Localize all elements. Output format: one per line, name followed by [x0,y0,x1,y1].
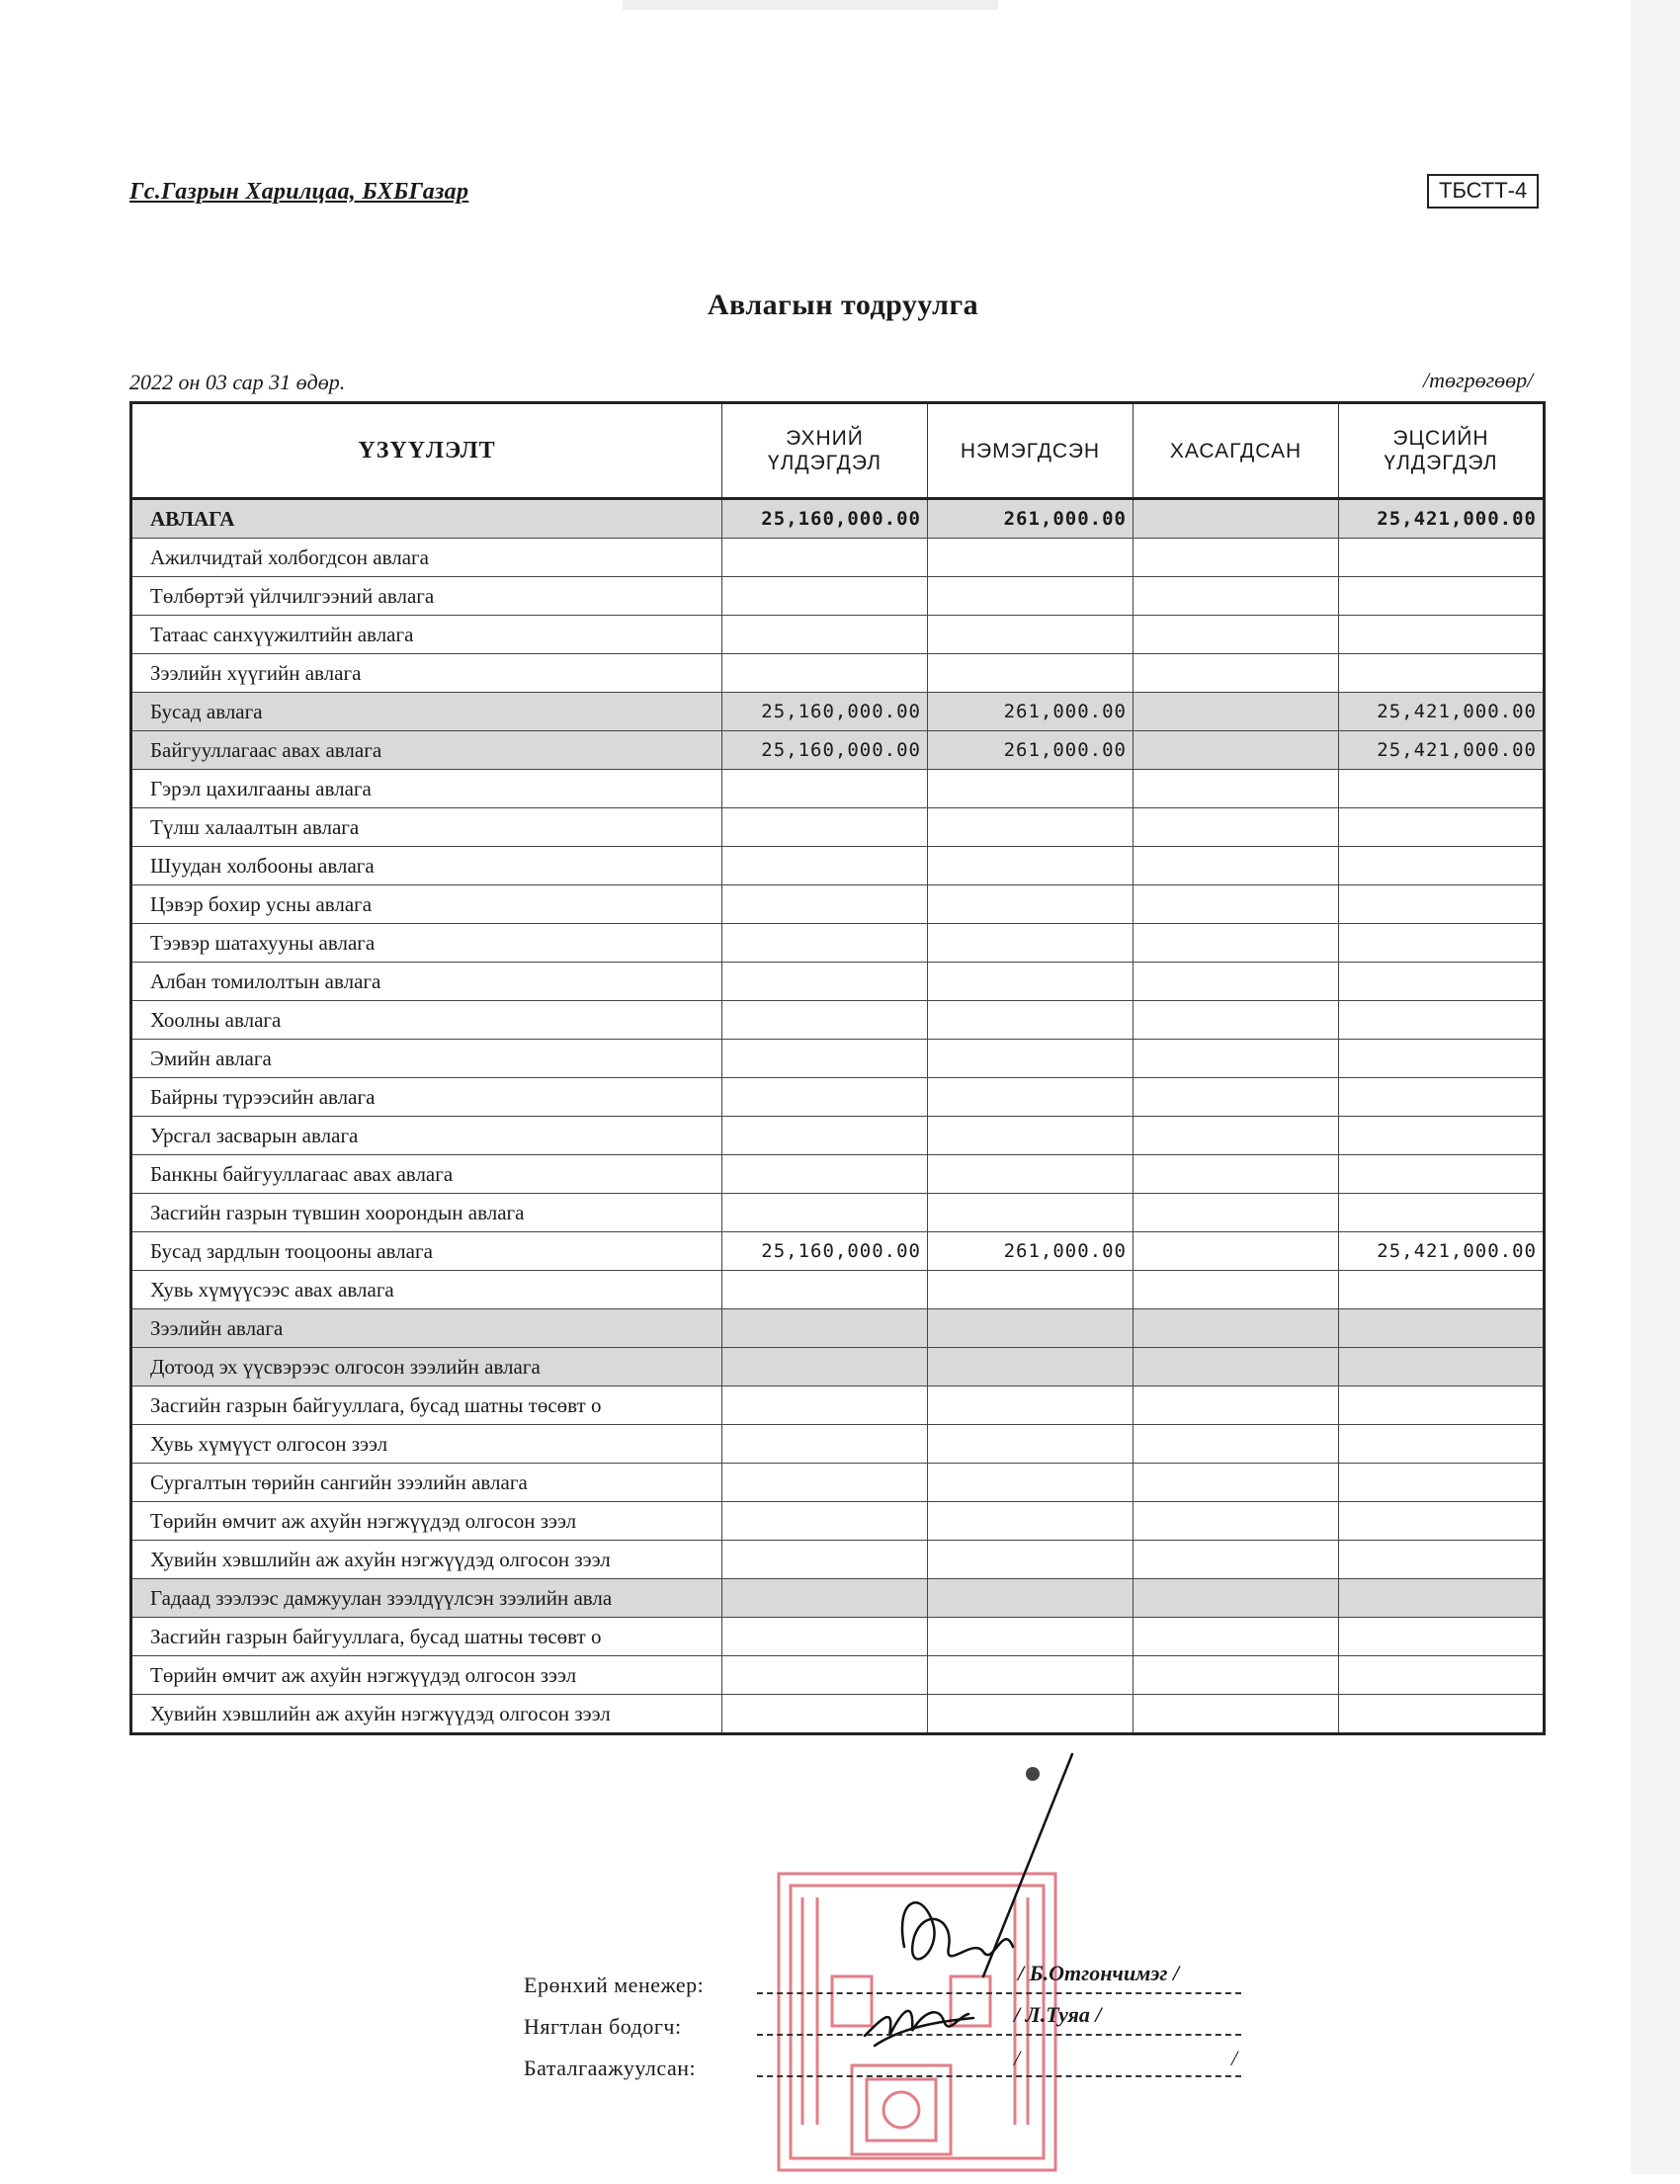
value-cell-opening [722,1194,928,1232]
value-cell-opening [722,1078,928,1117]
signature-label: Ерөнхий менежер: [524,1973,705,1997]
value-cell-opening [722,577,928,616]
row-label-cell: Хоолны авлага [131,1001,722,1040]
value-cell-added [928,770,1134,808]
value-cell-added [928,1078,1134,1117]
value-cell-deducted [1134,1194,1339,1232]
value-cell-closing [1339,847,1545,885]
value-cell-deducted [1134,616,1339,654]
value-cell-added [928,924,1134,963]
value-cell-added [928,1618,1134,1656]
value-cell-opening [722,1155,928,1194]
value-cell-deducted [1134,963,1339,1001]
table-row [131,1425,1545,1464]
value-cell-opening [722,1464,928,1502]
value-cell-deducted [1134,1464,1339,1502]
value-cell-added [928,616,1134,654]
table-row [131,1541,1545,1579]
value-cell-closing [1339,1502,1545,1541]
row-label-cell: Урсгал засварын авлага [131,1117,722,1155]
value-cell-closing [1339,963,1545,1001]
value-cell-closing [1339,1155,1545,1194]
value-cell-deducted [1134,1232,1339,1271]
value-cell-opening [722,539,928,577]
value-cell-closing [1339,1309,1545,1348]
column-header-closing: ЭЦСИЙН ҮЛДЭГДЭЛ [1339,403,1545,499]
value-cell-opening: 25,160,000.00 [722,1232,928,1271]
row-label-cell: Байрны түрээсийн авлага [131,1078,722,1117]
value-cell-opening [722,654,928,693]
row-label-cell: Цэвэр бохир усны авлага [131,885,722,924]
row-label-cell: Төрийн өмчит аж ахуйн нэгжүүдэд олгосон зээл [131,1656,722,1695]
value-cell-added [928,1386,1134,1425]
value-cell-added [928,1541,1134,1579]
row-label-cell: Түлш халаалтын авлага [131,808,722,847]
value-cell-opening [722,1271,928,1309]
value-cell-closing [1339,770,1545,808]
value-cell-added [928,1425,1134,1464]
value-cell-opening [722,1348,928,1386]
value-cell-closing [1339,1425,1545,1464]
signature-row-approved [524,2046,1314,2091]
row-label-cell: Хувь хүмүүст олгосон зээл [131,1425,722,1464]
value-cell-opening [722,1656,928,1695]
value-cell-deducted [1134,1656,1339,1695]
column-header-opening: ЭХНИЙ ҮЛДЭГДЭЛ [722,403,928,499]
value-cell-deducted [1134,577,1339,616]
value-cell-opening [722,1001,928,1040]
row-label-cell: Бусад авлага [131,693,722,731]
row-label-cell: Засгийн газрын байгууллага, бусад шатны төсөвт о [131,1386,722,1425]
value-cell-added [928,963,1134,1001]
organization-name: Гс.Газрын Харилцаа, БХБГазар [129,179,469,205]
table-row [131,1579,1545,1618]
row-label-cell: Төлбөртэй үйлчилгээний авлага [131,577,722,616]
row-label-cell: Албан томилолтын авлага [131,963,722,1001]
table-row [131,770,1545,808]
table-row [131,1078,1545,1117]
signer-name: / Б.Отгончимэг / [1018,1961,1180,1985]
row-label-cell: Сургалтын төрийн сангийн зээлийн авлага [131,1464,722,1502]
value-cell-deducted [1134,731,1339,770]
signature-slash: / [1014,2046,1021,2070]
value-cell-deducted [1134,1502,1339,1541]
value-cell-opening [722,1040,928,1078]
value-cell-added [928,1309,1134,1348]
scan-margin [1631,0,1680,2174]
table-row [131,616,1545,654]
value-cell-opening [722,808,928,847]
value-cell-closing [1339,1078,1545,1117]
value-cell-closing [1339,1271,1545,1309]
value-cell-closing [1339,1464,1545,1502]
value-cell-deducted [1134,770,1339,808]
row-label-cell: Гэрэл цахилгааны авлага [131,770,722,808]
row-label-cell: Дотоод эх үүсвэрээс олгосон зээлийн авлага [131,1348,722,1386]
value-cell-added [928,1001,1134,1040]
document-title: Авлагын тодруулга [707,289,979,321]
value-cell-deducted [1134,1271,1339,1309]
value-cell-deducted [1134,1695,1339,1734]
table-row [131,963,1545,1001]
value-cell-closing [1339,1695,1545,1734]
value-cell-added: 261,000.00 [928,499,1134,539]
value-cell-opening [722,924,928,963]
row-label-cell: Засгийн газрын байгууллага, бусад шатны төсөвт о [131,1618,722,1656]
table-row [131,1386,1545,1425]
value-cell-opening [722,885,928,924]
row-label-cell: Төрийн өмчит аж ахуйн нэгжүүдэд олгосон зээл [131,1502,722,1541]
table-row [131,1271,1545,1309]
table-row [131,847,1545,885]
value-cell-closing [1339,1001,1545,1040]
value-cell-deducted [1134,1309,1339,1348]
value-cell-added [928,885,1134,924]
table-header-row [131,403,1545,499]
row-label-cell: Зээлийн авлага [131,1309,722,1348]
value-cell-deducted [1134,1386,1339,1425]
value-cell-closing [1339,1656,1545,1695]
value-cell-closing [1339,1541,1545,1579]
report-date: 2022 он 03 сар 31 өдөр. [129,370,346,394]
value-cell-closing [1339,1386,1545,1425]
table-row [131,1232,1545,1271]
table-row [131,1155,1545,1194]
value-cell-added [928,654,1134,693]
value-cell-opening [722,1579,928,1618]
value-cell-added [928,1348,1134,1386]
value-cell-closing [1339,924,1545,963]
value-cell-opening [722,1117,928,1155]
value-cell-closing [1339,616,1545,654]
table-row [131,1040,1545,1078]
row-label-cell: Засгийн газрын түвшин хоорондын авлага [131,1194,722,1232]
row-label-cell: Эмийн авлага [131,1040,722,1078]
table-row [131,1618,1545,1656]
value-cell-deducted [1134,499,1339,539]
value-cell-closing [1339,1194,1545,1232]
scan-artifact [623,0,998,10]
value-cell-deducted [1134,654,1339,693]
row-label-cell: Бусад зардлын тооцооны авлага [131,1232,722,1271]
value-cell-closing [1339,654,1545,693]
value-cell-opening: 25,160,000.00 [722,731,928,770]
signature-line [757,2034,1241,2036]
value-cell-deducted [1134,885,1339,924]
row-label-cell: Шуудан холбооны авлага [131,847,722,885]
table-row [131,693,1545,731]
table-row [131,885,1545,924]
value-cell-closing [1339,808,1545,847]
table-row [131,1695,1545,1734]
table-row [131,1464,1545,1502]
value-cell-closing [1339,1117,1545,1155]
value-cell-opening [722,847,928,885]
value-cell-added [928,1579,1134,1618]
signer-name: / Л.Туяа / [1014,2002,1102,2027]
value-cell-added [928,1194,1134,1232]
value-cell-opening: 25,160,000.00 [722,693,928,731]
value-cell-added [928,1464,1134,1502]
value-cell-opening [722,963,928,1001]
table-row [131,808,1545,847]
value-cell-opening [722,1309,928,1348]
value-cell-deducted [1134,1425,1339,1464]
row-label-cell: АВЛАГА [131,499,722,539]
column-header-added: НЭМЭГДСЭН [928,403,1134,499]
value-cell-added: 261,000.00 [928,731,1134,770]
row-label-cell: Хувь хүмүүсээс авах авлага [131,1271,722,1309]
value-cell-closing [1339,1618,1545,1656]
value-cell-deducted [1134,1541,1339,1579]
value-cell-deducted [1134,1078,1339,1117]
value-cell-opening [722,1541,928,1579]
table-row [131,499,1545,539]
value-cell-opening [722,1425,928,1464]
value-cell-opening: 25,160,000.00 [722,499,928,539]
value-cell-added [928,1117,1134,1155]
value-cell-closing: 25,421,000.00 [1339,1232,1545,1271]
value-cell-closing [1339,885,1545,924]
value-cell-added [928,577,1134,616]
value-cell-added [928,847,1134,885]
value-cell-deducted [1134,1117,1339,1155]
value-cell-deducted [1134,808,1339,847]
value-cell-opening [722,770,928,808]
value-cell-deducted [1134,847,1339,885]
value-cell-added [928,539,1134,577]
table-row [131,1656,1545,1695]
value-cell-closing [1339,1348,1545,1386]
signature-line [757,2075,1241,2077]
value-cell-deducted [1134,1040,1339,1078]
row-label-cell: Гадаад зээлээс дамжуулан зээлдүүлсэн зээлийн авла [131,1579,722,1618]
value-cell-deducted [1134,924,1339,963]
value-cell-added [928,1155,1134,1194]
value-cell-deducted [1134,693,1339,731]
row-label-cell: Ажилчидтай холбогдсон авлага [131,539,722,577]
form-code-box: ТБСТТ-4 [1427,174,1539,209]
value-cell-closing: 25,421,000.00 [1339,693,1545,731]
value-cell-closing: 25,421,000.00 [1339,499,1545,539]
value-cell-closing [1339,577,1545,616]
signature-label: Нягтлан бодогч: [524,2014,682,2039]
value-cell-opening [722,1502,928,1541]
table-row [131,1194,1545,1232]
value-cell-opening [722,1618,928,1656]
column-header-indicator: ҮЗҮҮЛЭЛТ [131,403,722,499]
value-cell-added [928,1502,1134,1541]
row-label-cell: Хувийн хэвшлийн аж ахуйн нэгжүүдэд олгосон зээл [131,1541,722,1579]
signature-row-accountant [524,2002,1314,2050]
signature-row-manager [524,1961,1314,2008]
value-cell-added [928,808,1134,847]
value-cell-closing [1339,1579,1545,1618]
value-cell-deducted [1134,1001,1339,1040]
row-label-cell: Банкны байгууллагаас авах авлага [131,1155,722,1194]
table-row [131,1001,1545,1040]
value-cell-deducted [1134,1348,1339,1386]
value-cell-added: 261,000.00 [928,1232,1134,1271]
value-cell-added [928,1040,1134,1078]
value-cell-closing: 25,421,000.00 [1339,731,1545,770]
signature-slash: / [1231,2046,1238,2070]
row-label-cell: Тээвэр шатахууны авлага [131,924,722,963]
value-cell-added: 261,000.00 [928,693,1134,731]
table-row [131,731,1545,770]
table-row [131,577,1545,616]
value-cell-deducted [1134,1618,1339,1656]
table-row [131,654,1545,693]
signature-line [757,1992,1241,1994]
value-cell-deducted [1134,1155,1339,1194]
table-row [131,1309,1545,1348]
value-cell-opening [722,616,928,654]
column-header-deducted: ХАСАГДСАН [1134,403,1339,499]
value-cell-deducted [1134,539,1339,577]
value-cell-added [928,1695,1134,1734]
signature-label: Баталгаажуулсан: [524,2056,697,2080]
value-cell-added [928,1271,1134,1309]
value-cell-added [928,1656,1134,1695]
row-label-cell: Зээлийн хүүгийн авлага [131,654,722,693]
value-cell-opening [722,1695,928,1734]
table-row [131,1348,1545,1386]
table-row [131,1502,1545,1541]
row-label-cell: Татаас санхүүжилтийн авлага [131,616,722,654]
row-label-cell: Хувийн хэвшлийн аж ахуйн нэгжүүдэд олгосон зээл [131,1695,722,1734]
receivables-table [129,401,1546,1735]
value-cell-closing [1339,1040,1545,1078]
value-cell-deducted [1134,1579,1339,1618]
value-cell-closing [1339,539,1545,577]
table-row [131,924,1545,963]
value-cell-opening [722,1386,928,1425]
row-label-cell: Байгууллагаас авах авлага [131,731,722,770]
currency-unit: /төгрөгөөр/ [1423,368,1534,392]
table-row [131,1117,1545,1155]
table-row [131,539,1545,577]
